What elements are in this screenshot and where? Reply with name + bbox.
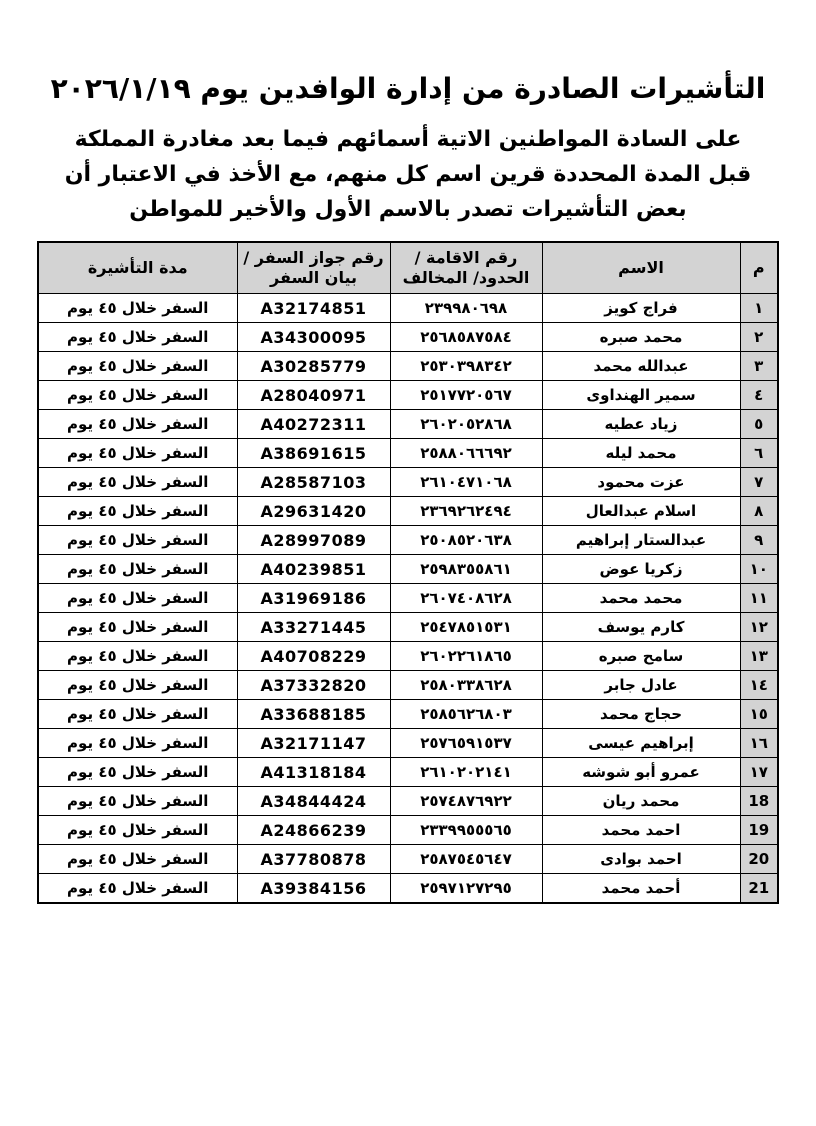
visa-duration-cell: السفر خلال ٤٥ يوم: [38, 294, 237, 323]
header-visa-duration: مدة التأشيرة: [38, 242, 237, 294]
visa-duration-cell: السفر خلال ٤٥ يوم: [38, 700, 237, 729]
table-row: [38, 613, 778, 642]
table-body: [38, 294, 778, 903]
residence-number-cell: ٢٥٩٨٣٥٥٨٦١: [390, 555, 542, 584]
table-row: [38, 584, 778, 613]
visa-duration-cell: السفر خلال ٤٥ يوم: [38, 729, 237, 758]
visa-duration-cell: السفر خلال ٤٥ يوم: [38, 787, 237, 816]
passport-number-cell: A38691615: [237, 439, 390, 468]
table-row: [38, 555, 778, 584]
document-page: [0, 70, 816, 1126]
table-row: [38, 729, 778, 758]
row-index-cell: ٤: [740, 381, 778, 410]
visa-duration-cell: السفر خلال ٤٥ يوم: [38, 642, 237, 671]
passport-number-cell: A37780878: [237, 845, 390, 874]
residence-number-cell: ٢٣٣٩٩٥٥٥٦٥: [390, 816, 542, 845]
row-index-cell: ١٠: [740, 555, 778, 584]
passport-number-cell: A34300095: [237, 323, 390, 352]
table-row: [38, 323, 778, 352]
person-name-cell: أحمد محمد: [542, 874, 740, 903]
visa-duration-cell: السفر خلال ٤٥ يوم: [38, 874, 237, 903]
visa-duration-cell: السفر خلال ٤٥ يوم: [38, 381, 237, 410]
row-index-cell: ١٦: [740, 729, 778, 758]
row-index-cell: ٩: [740, 526, 778, 555]
passport-number-cell: A37332820: [237, 671, 390, 700]
visa-duration-cell: السفر خلال ٤٥ يوم: [38, 526, 237, 555]
passport-number-cell: A31969186: [237, 584, 390, 613]
passport-number-cell: A40272311: [237, 410, 390, 439]
intro-paragraph: [0, 122, 816, 227]
intro-line-1: على السادة المواطنين الاتية أسمائهم فيما بعد مغادرة المملكة: [74, 126, 742, 152]
residence-number-cell: ٢٥٨٠٣٣٨٦٢٨: [390, 671, 542, 700]
residence-number-cell: ٢٥٦٨٥٨٧٥٨٤: [390, 323, 542, 352]
row-index-cell: 19: [740, 816, 778, 845]
person-name-cell: زياد عطيه: [542, 410, 740, 439]
visa-duration-cell: السفر خلال ٤٥ يوم: [38, 816, 237, 845]
row-index-cell: ١: [740, 294, 778, 323]
table-row: [38, 410, 778, 439]
row-index-cell: ١٤: [740, 671, 778, 700]
person-name-cell: احمد بوادى: [542, 845, 740, 874]
visa-duration-cell: السفر خلال ٤٥ يوم: [38, 613, 237, 642]
row-index-cell: ٣: [740, 352, 778, 381]
row-index-cell: ١١: [740, 584, 778, 613]
row-index-cell: ١٣: [740, 642, 778, 671]
row-index-cell: ٢: [740, 323, 778, 352]
table-row: [38, 294, 778, 323]
table-header: [38, 242, 778, 294]
residence-number-cell: ٢٦٠٢٢٦١٨٦٥: [390, 642, 542, 671]
table-row: [38, 874, 778, 903]
table-row: [38, 671, 778, 700]
person-name-cell: سامح صبره: [542, 642, 740, 671]
residence-number-cell: ٢٥٠٨٥٢٠٦٣٨: [390, 526, 542, 555]
row-index-cell: ١٥: [740, 700, 778, 729]
passport-number-cell: A30285779: [237, 352, 390, 381]
person-name-cell: عمرو أبو شوشه: [542, 758, 740, 787]
table-row: [38, 758, 778, 787]
header-passport-number: [237, 242, 390, 294]
residence-number-cell: ٢٥٨٧٥٤٥٦٤٧: [390, 845, 542, 874]
table-row: [38, 352, 778, 381]
visa-duration-cell: السفر خلال ٤٥ يوم: [38, 584, 237, 613]
visa-duration-cell: السفر خلال ٤٥ يوم: [38, 439, 237, 468]
person-name-cell: محمد ليله: [542, 439, 740, 468]
passport-number-cell: A34844424: [237, 787, 390, 816]
person-name-cell: زكريا عوض: [542, 555, 740, 584]
header-index: م: [740, 242, 778, 294]
person-name-cell: محمد صبره: [542, 323, 740, 352]
visa-duration-cell: السفر خلال ٤٥ يوم: [38, 323, 237, 352]
passport-number-cell: A33688185: [237, 700, 390, 729]
table-row: [38, 439, 778, 468]
passport-number-cell: A32174851: [237, 294, 390, 323]
row-index-cell: ٨: [740, 497, 778, 526]
visa-duration-cell: السفر خلال ٤٥ يوم: [38, 758, 237, 787]
passport-number-cell: A33271445: [237, 613, 390, 642]
passport-number-cell: A32171147: [237, 729, 390, 758]
header-row: [38, 242, 778, 294]
intro-line-2: قبل المدة المحددة قرين اسم كل منهم، مع الأخذ في الاعتبار أن: [64, 161, 752, 187]
residence-number-cell: ٢٦١٠٤٧١٠٦٨: [390, 468, 542, 497]
row-index-cell: 21: [740, 874, 778, 903]
residence-number-cell: ٢٥٨٥٦٢٦٨٠٣: [390, 700, 542, 729]
visas-table: [37, 241, 779, 904]
residence-number-cell: ٢٥٩٧١٢٧٢٩٥: [390, 874, 542, 903]
passport-number-cell: A40239851: [237, 555, 390, 584]
passport-number-cell: A28587103: [237, 468, 390, 497]
table-row: [38, 816, 778, 845]
intro-line-3: بعض التأشيرات تصدر بالاسم الأول والأخير للمواطن: [129, 196, 687, 222]
passport-number-cell: A39384156: [237, 874, 390, 903]
table-row: [38, 642, 778, 671]
table-row: [38, 468, 778, 497]
row-index-cell: 18: [740, 787, 778, 816]
passport-number-cell: A29631420: [237, 497, 390, 526]
passport-number-cell: A28997089: [237, 526, 390, 555]
person-name-cell: احمد محمد: [542, 816, 740, 845]
page-title: التأشيرات الصادرة من إدارة الوافدين يوم ٢٠٢٦/١/١٩: [50, 72, 766, 105]
visa-duration-cell: السفر خلال ٤٥ يوم: [38, 497, 237, 526]
passport-number-cell: A28040971: [237, 381, 390, 410]
passport-number-cell: A24866239: [237, 816, 390, 845]
passport-number-cell: A40708229: [237, 642, 390, 671]
residence-number-cell: ٢٦١٠٢٠٢١٤١: [390, 758, 542, 787]
residence-number-cell: ٢٥٧٤٨٧٦٩٢٢: [390, 787, 542, 816]
person-name-cell: عادل جابر: [542, 671, 740, 700]
table-row: [38, 845, 778, 874]
residence-number-cell: ٢٥١٧٧٢٠٥٦٧: [390, 381, 542, 410]
visa-duration-cell: السفر خلال ٤٥ يوم: [38, 555, 237, 584]
residence-number-cell: ٢٥٧٦٥٩١٥٣٧: [390, 729, 542, 758]
table-row: [38, 787, 778, 816]
visa-duration-cell: السفر خلال ٤٥ يوم: [38, 468, 237, 497]
person-name-cell: عزت محمود: [542, 468, 740, 497]
residence-number-cell: ٢٥٤٧٨٥١٥٣١: [390, 613, 542, 642]
person-name-cell: فراج كويز: [542, 294, 740, 323]
row-index-cell: ٥: [740, 410, 778, 439]
person-name-cell: كارم يوسف: [542, 613, 740, 642]
visa-duration-cell: السفر خلال ٤٥ يوم: [38, 410, 237, 439]
person-name-cell: اسلام عبدالعال: [542, 497, 740, 526]
residence-number-cell: ٢٥٨٨٠٦٦٦٩٢: [390, 439, 542, 468]
residence-number-cell: ٢٥٣٠٣٩٨٣٤٢: [390, 352, 542, 381]
header-passport-line1: رقم جواز السفر /: [243, 248, 384, 268]
row-index-cell: ٦: [740, 439, 778, 468]
row-index-cell: ١٢: [740, 613, 778, 642]
person-name-cell: سمير الهنداوى: [542, 381, 740, 410]
table-row: [38, 497, 778, 526]
person-name-cell: حجاج محمد: [542, 700, 740, 729]
residence-number-cell: ٢٦٠٧٤٠٨٦٢٨: [390, 584, 542, 613]
table-row: [38, 526, 778, 555]
person-name-cell: محمد محمد: [542, 584, 740, 613]
person-name-cell: محمد ريان: [542, 787, 740, 816]
row-index-cell: ١٧: [740, 758, 778, 787]
table-row: [38, 381, 778, 410]
person-name-cell: إبراهيم عيسى: [542, 729, 740, 758]
passport-number-cell: A41318184: [237, 758, 390, 787]
header-residence-line2: الحدود/ المخالف: [402, 268, 530, 288]
row-index-cell: 20: [740, 845, 778, 874]
residence-number-cell: ٢٣٦٩٢٦٢٤٩٤: [390, 497, 542, 526]
header-residence-number: [390, 242, 542, 294]
visa-duration-cell: السفر خلال ٤٥ يوم: [38, 845, 237, 874]
residence-number-cell: ٢٦٠٢٠٥٢٨٦٨: [390, 410, 542, 439]
header-passport-line2: بيان السفر: [269, 268, 357, 288]
visa-duration-cell: السفر خلال ٤٥ يوم: [38, 352, 237, 381]
residence-number-cell: ٢٣٩٩٨٠٦٩٨: [390, 294, 542, 323]
visa-duration-cell: السفر خلال ٤٥ يوم: [38, 671, 237, 700]
header-residence-line1: رقم الاقامة /: [414, 248, 518, 268]
header-name: الاسم: [542, 242, 740, 294]
person-name-cell: عبدالله محمد: [542, 352, 740, 381]
table-row: [38, 700, 778, 729]
row-index-cell: ٧: [740, 468, 778, 497]
person-name-cell: عبدالستار إبراهيم: [542, 526, 740, 555]
